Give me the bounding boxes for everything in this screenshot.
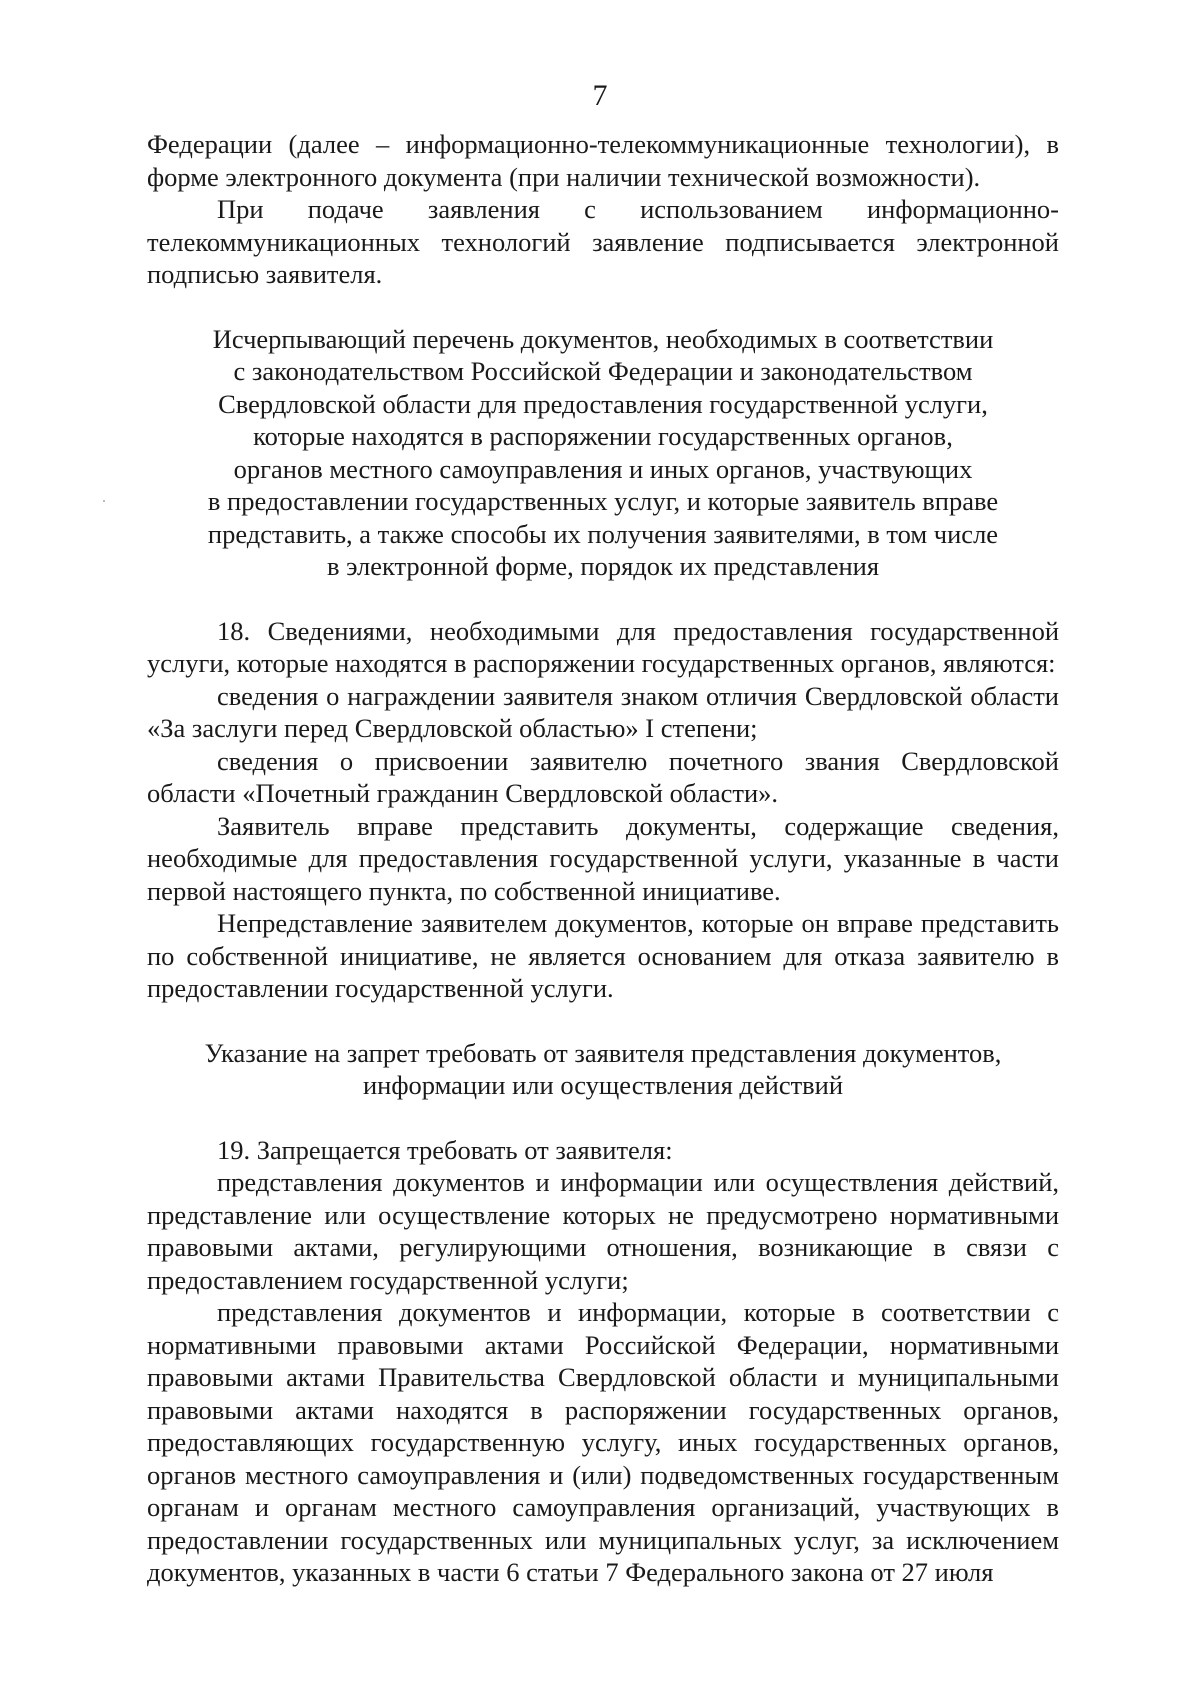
heading-line: представить, а также способы их получения заявителями, в том числе (207, 518, 999, 549)
heading-line: Свердловской области для предоставления государственной услуги, (218, 388, 988, 419)
clause-18-applicant-right: Заявитель вправе представить документы, содержащие сведения, необходимые для предоставления государственной услуги, указанные в части первой настоящего пункта, по собственной инициативе. (147, 810, 1059, 906)
heading-line: органов местного самоуправления и иных органов, участвующих (233, 453, 973, 484)
section-heading-documents-list (147, 323, 1059, 583)
spacer (147, 583, 1059, 615)
heading-line: информации или осуществления действий (362, 1070, 844, 1100)
paragraph-electronic-signature: При подаче заявления с использованием информационно-телекоммуникационных технологий заявление подписывается электронной подписью заявителя. (147, 194, 1059, 289)
heading-line: с законодательством Российской Федерации и законодательством (233, 356, 973, 386)
clause-18-item-award: сведения о награждении заявителя знаком отличия Свердловской области «За заслуги перед Свердловской областью» I степени; (147, 680, 1059, 743)
heading-line: которые находятся в распоряжении государственных органов, (253, 421, 953, 451)
clause-18-intro: 18. Сведениями, необходимыми для предоставления государственной услуги, которые находятся в распоряжении государственных органов, являются: (147, 615, 1059, 678)
heading-line: в электронной форме, порядок их представления (326, 551, 880, 581)
spacer (147, 291, 1059, 323)
heading-line: Указание на запрет требовать от заявителя представления документов, (204, 1037, 1002, 1068)
scan-speck (103, 500, 105, 502)
clause-18-non-submission: Непредставление заявителем документов, которые он вправе представить по собственной инициативе, не является основанием для отказа заявителю в предоставлении государственной услуги. (147, 908, 1059, 1003)
document-body (147, 128, 1059, 1589)
page-number: 7 (592, 79, 608, 112)
clause-19-item-in-possession: представления документов и информации, которые в соответствии с нормативными правовыми актами Российской Федерации, нормативными правовыми актами Правительства Свердловской области и муниципальными правовыми актами находятся в распоряжении государственных органов, предоставляющих государственную услугу, иных государственных органов, органов местного самоуправления и (или) подведомственных государственным органам и органам местного самоуправления организаций, участвующих в предоставлении государственных или муниципальных услуг, за исключением документов, указанных в части 6 статьи 7 Федерального закона от 27 июля (147, 1297, 1059, 1587)
spacer (147, 1102, 1059, 1134)
clause-19-intro: 19. Запрещается требовать от заявителя: (217, 1134, 673, 1165)
clause-19-item-not-required: представления документов и информации или осуществления действий, представление или осуществление которых не предусмотрено нормативными правовыми актами, регулирующими отношения, возникающие в связи с предоставлением государственной услуги; (147, 1167, 1059, 1295)
spacer (147, 1005, 1059, 1037)
paragraph-continuation: Федерации (далее – информационно-телекоммуникационные технологии), в форме электронного документа (при наличии технической возможности). (147, 129, 1059, 192)
heading-line: Исчерпывающий перечень документов, необходимых в соответствии (212, 323, 994, 354)
heading-line: в предоставлении государственных услуг, и которые заявитель вправе (207, 486, 999, 516)
section-heading-prohibition (147, 1037, 1059, 1102)
clause-18-item-honorary-title: сведения о присвоении заявителю почетного звания Свердловской области «Почетный гражданин Свердловской области». (147, 745, 1059, 808)
